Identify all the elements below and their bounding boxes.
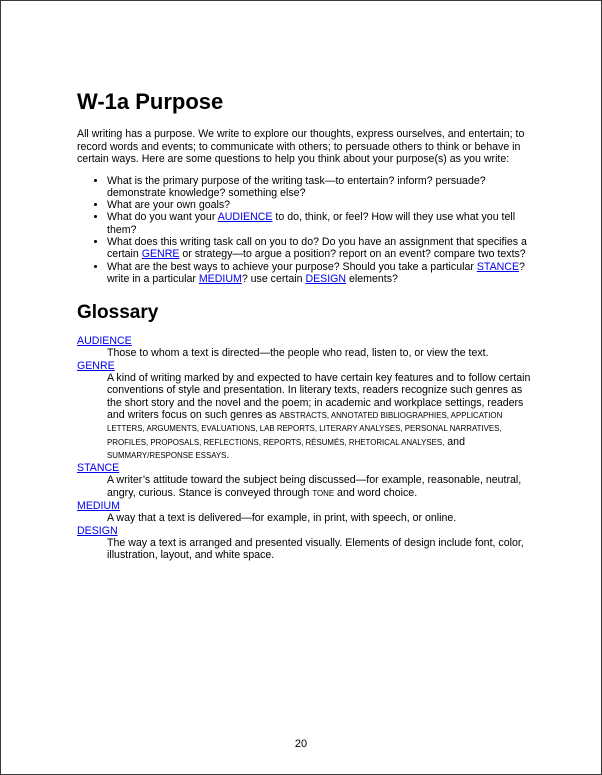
glossary-definition-design: The way a text is arranged and presented visually. Elements of design include font, color, illustration, layout, and white space. — [107, 536, 524, 562]
definition-text: A writer’s attitude toward the subject being discussed—for example, reasonable, neutral, angry, curious. Stance is conveyed through — [107, 474, 522, 499]
question-text: ? use certain — [241, 272, 306, 285]
glossary-definition-genre — [107, 372, 537, 462]
medium-link[interactable]: MEDIUM — [198, 272, 242, 285]
design-link[interactable]: DESIGN — [305, 272, 347, 285]
questions-list — [77, 175, 537, 286]
question-text: What do you want your — [107, 211, 218, 224]
glossary-term-medium — [77, 500, 537, 512]
glossary-term-audience — [77, 335, 537, 347]
list-item — [107, 211, 537, 236]
list-item — [107, 236, 537, 261]
list-item — [107, 199, 537, 211]
page-title: W-1a Purpose — [77, 89, 224, 114]
genre-list-text: ABSTRACTS, ANNOTATED BIBLIOGRAPHIES, APPLICATION LETTERS, ARGUMENTS, EVALUATIONS, LAB REPORTS, LITERARY ANALYSES, PERSONAL NARRATIVES, PROFILES, PROPOSALS, REFLECTIONS, REPORTS, RÉSUMÉS, RHETORICAL ANALYSES, — [107, 410, 503, 447]
glossary-medium-link[interactable]: MEDIUM — [77, 500, 120, 513]
glossary-stance-link[interactable]: STANCE — [77, 462, 120, 475]
glossary-list — [77, 335, 537, 561]
glossary-term-genre — [77, 360, 537, 372]
stance-link[interactable]: STANCE — [476, 260, 520, 273]
glossary-definition-medium: A way that a text is delivered—for example, in print, with speech, or online. — [107, 512, 457, 525]
definition-text: A kind of writing marked by and expected to have certain key features and to follow certain conventions of style and presentation. In literary texts, readers recognize such genres as the short story and the novel and the poem; in academic and workplace settings, readers and writers focus on such genres as — [107, 372, 531, 421]
definition-text: and word choice. — [334, 486, 418, 499]
intro-paragraph: All writing has a purpose. We write to explore our thoughts, express ourselves, and entertain; to record words and events; to communicate with others; to persuade others to think or behave in certain ways. Here are some questions to help you think about your purpose(s) as you write: — [77, 128, 525, 165]
tone-term: TONE — [312, 488, 335, 498]
genre-list-text: SUMMARY/RESPONSE ESSAYS — [107, 450, 227, 460]
question-text: ? write in a particular — [107, 260, 525, 285]
glossary-audience-link[interactable]: AUDIENCE — [77, 335, 132, 348]
question-text: elements? — [346, 272, 398, 285]
list-item — [107, 175, 537, 200]
question-text: What is the primary purpose of the writing task—to entertain? inform? persuade? demonstrate knowledge? something else? — [107, 174, 486, 199]
glossary-term-stance — [77, 462, 537, 474]
page-number: 20 — [294, 738, 308, 750]
genre-link[interactable]: GENRE — [141, 248, 180, 261]
glossary-design-link[interactable]: DESIGN — [77, 524, 118, 537]
glossary-definition-audience: Those to whom a text is directed—the people who read, listen to, or view the text. — [107, 347, 489, 360]
question-text: What are your own goals? — [107, 199, 231, 212]
glossary-definition-stance — [107, 474, 537, 500]
question-text: to do, think, or feel? How will they use what you tell them? — [107, 211, 516, 236]
list-item — [107, 261, 537, 286]
glossary-genre-link[interactable]: GENRE — [77, 359, 115, 372]
glossary-heading: Glossary — [77, 302, 159, 324]
page-content — [77, 89, 537, 562]
question-text: What are the best ways to achieve your purpose? Should you take a particular — [107, 260, 477, 273]
audience-link[interactable]: AUDIENCE — [217, 211, 273, 224]
definition-text: and — [444, 435, 465, 448]
glossary-term-design — [77, 525, 537, 537]
question-text: or strategy—to argue a position? report on an event? compare two texts? — [179, 248, 526, 261]
definition-text: . — [226, 448, 230, 461]
question-text: What does this writing task call on you to do? Do you have an assignment that specifies a certain — [107, 235, 527, 261]
